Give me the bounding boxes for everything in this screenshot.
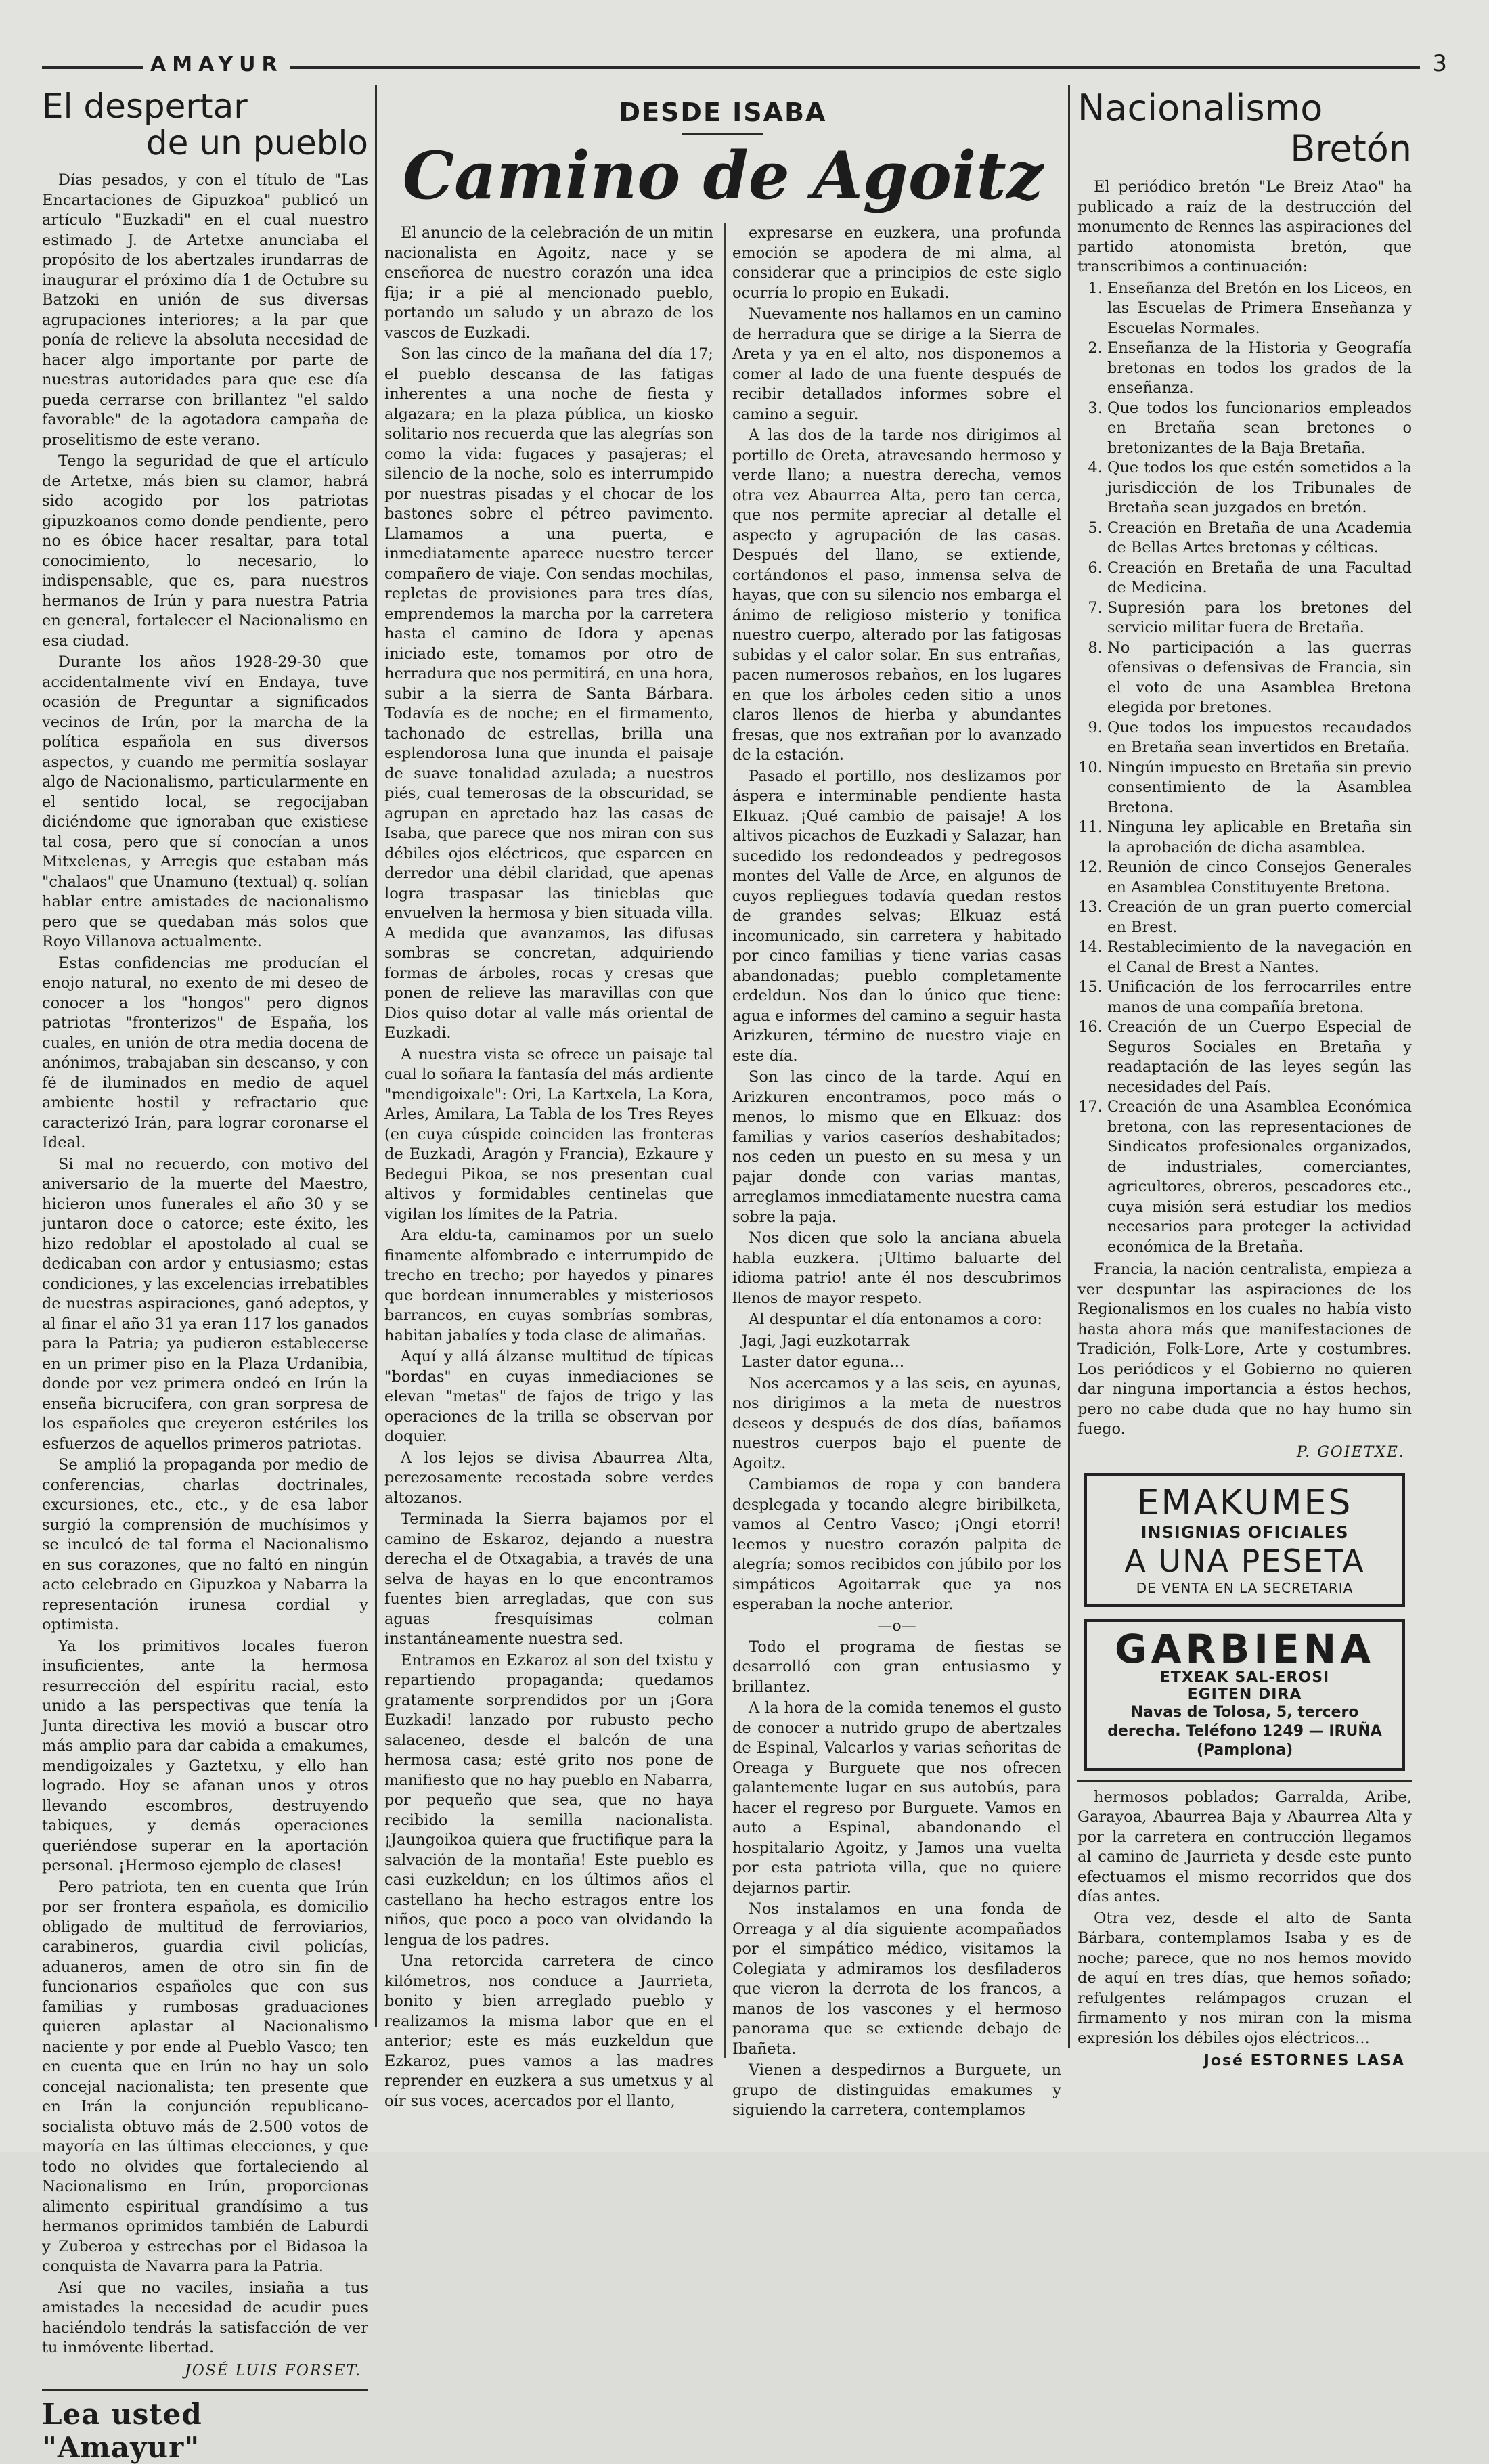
paragraph: Todo el programa de fiestas se desarrolló con gran entusiasmo y brillantez. — [732, 1637, 1061, 1696]
paragraph: Nuevamente nos hallamos en un camino de herradura que se dirige a la Sierra de Areta y ya en el alto, nos disponemos a comer al lado de una fuente después de recibir detallados informes sobre el camino a seguir. — [732, 305, 1061, 423]
masthead-paper-name: AMAYUR — [143, 53, 290, 76]
column-rule-left — [375, 85, 377, 2027]
list-item: 12. Reunión de cinco Consejos Generales en Asamblea Constituyente Bretona. — [1107, 858, 1412, 898]
ad-garbiena-title: GARBIENA — [1115, 1625, 1375, 1672]
verse-line: Laster dator eguna... — [742, 1353, 905, 1371]
paragraph: Ara eldu-ta, caminamos por un suelo finamente alfombrado e interrumpido de trecho en trecho; por hayedos y pinares que bordean innumerables y misteriosos barrancos, en cuyas sombrías sombras, habitan jabalíes y toda clase de alimañas. — [384, 1227, 713, 1344]
verse-line: Jagi, Jagi euzkotarrak — [742, 1332, 910, 1350]
paragraph: Otra vez, desde el alto de Santa Bárbara, contemplamos Isaba y es de noche; parece, que no nos hemos movido de aquí en tres días, que hemos soñado; refulgentes relámpagos cruzan el firmamento y nos miran con la misma expresión los débiles ojos eléctricos... — [1077, 1909, 1412, 2047]
list-item: 9. Que todos los impuestos recaudados en Bretaña sean invertidos en Bretaña. — [1107, 718, 1412, 758]
paragraph: Así que no vaciles, insiaña a tus amistades la necesidad de acudir pues haciéndolo tendrás la satisfacción de ver tu inmóvente libertad. — [42, 2279, 368, 2356]
paragraph: Si mal no recuerdo, con motivo del aniversario de la muerte del Maestro, hicieron unos funerales el año 30 y se juntaron doce o catorce; este éxito, les hizo redoblar el apostolado al cual se dedicaban con ardor y entusiasmo; estas condiciones, y las excelencias irrebatibles de nuestras aspiraciones, ganó adeptos, y al finar el año 31 ya eran 117 los ganados para la Patria; ya pudieron establecerse en un primer piso en la Plaza Urdanibia, donde por vez primera ondeó en Irún la enseña bicrucifera, con gran sorpresa de los españoles que creyeron estériles los esfuerzos de aquellos primeros patriotas. — [42, 1155, 368, 1453]
right-article-signature: P. GOIETXE. — [1296, 1443, 1405, 1461]
paragraph: Nos instalamos en una fonda de Orreaga y al día siguiente acompañados por el simpático médico, visitamos la Colegiata y admiramos los desfiladeros que vieron la derrota de los francos, a manos de los vascones y el hermoso panorama que se extiende debajo de Ibañeta. — [732, 1900, 1061, 2058]
paragraph: Nos dicen que solo la anciana abuela habla euzkera. ¡Ultimo baluarte del idioma patrio! ante él nos descubrimos llenos de mayor respeto. — [732, 1229, 1061, 1307]
list-item: 16. Creación de un Cuerpo Especial de Seguros Sociales en Bretaña y readaptación de las leyes según las necesidades del País. — [1107, 1017, 1412, 1097]
paragraph: Pero patriota, ten en cuenta que Irún por ser frontera española, es domicilio obligado de multitud de ferroviarios, carabineros, guardia civil policías, aduaneros, amen de otro sin fin de funcionarios españoles que con sus familias y rumbosas graduaciones quieren aplastar al Nacionalismo naciente y por ende al Pueblo Vasco; ten en cuenta que en Irún no hay un solo concejal nacionalista; ten presente que en Irán la conjunción republicano-socialista obtuvo más de 2.500 votos de mayoría en las últimas elecciones, y que todo no olvides que fortaleciendo al Nacionalismo en Irún, proporcionas alimento espiritual grandísimo a tus hermanos oprimidos también de Laburdi y Zuberoa y estrechas por el Bidasoa la conquista de Navarra para la Patria. — [42, 1878, 368, 2275]
ad-garbiena — [1084, 1619, 1405, 1771]
list-item: 10. Ningún impuesto en Bretaña sin previo consentimiento de la Asamblea Bretona. — [1107, 758, 1412, 818]
left-article — [42, 87, 368, 2464]
paragraph: Estas confidencias me producían el enojo natural, no exento de mi deseo de conocer a los "hongos" pero dignos patriotas "fronterizos" de España, los cuales, en unión de otra media docena de anónimos, trabajaban sin descanso, y con fé de iluminados en medio de aquel ambiente hostil y refractario que caracterizó Irán, para lograr coronarse el Ideal. — [42, 954, 368, 1151]
right-title-line1: Nacionalismo — [1077, 87, 1323, 129]
ad-emakumes-line3: DE VENTA EN LA SECRETARIA — [1136, 1579, 1354, 1596]
paragraph: Aquí y allá álzanse multitud de típicas "bordas" en cuyas inmediaciones se elevan "metas" de fajos de trigo y las operaciones de la trilla se observan por doquier. — [384, 1348, 713, 1445]
center-article-body — [384, 223, 1061, 2122]
paragraph: Se amplió la propaganda por medio de conferencias, charlas doctrinales, excursiones, etc., etc., y de esa labor surgió la comprensión de muchísimos y se inculcó de tal forma el Nacionalismo en sus corazones, que no faltó en ningún acto celebrado en Gipuzkoa y Nabarra la representación irunesa cordial y optimista. — [42, 1456, 368, 1633]
masthead-rule-left — [42, 66, 143, 69]
paragraph: Cambiamos de ropa y con bandera desplegada y tocando alegre biribilketa, vamos al Centro Vasco; ¡Ongi etorri! leemos y nuestro corazón palpita de alegría; somos recibidos con júbilo por los simpáticos Agoitarrak que ya nos esperaban la noche anterior. — [732, 1476, 1061, 1613]
paragraph: expresarse en euzkera, una profunda emoción se apodera de mi alma, al considerar que a principios de este siglo ocurría lo propio en Eukadi. — [732, 224, 1061, 302]
list-item: 15. Unificación de los ferrocarriles entre manos de una compañía bretona. — [1107, 977, 1412, 1017]
column-rule-right — [1068, 85, 1070, 2048]
paragraph: Nos acercamos y a las seis, en ayunas, nos dirigimos a la meta de nuestros deseos y después de dos días, bañamos nuestros cuerpos bajo el puente de Agoitz. — [732, 1374, 1061, 1472]
paragraph: Son las cinco de la mañana del día 17; el pueblo descansa de las fatigas inherentes a una noche de fiesta y algazara; en la plaza pública, un kiosko solitario nos recuerda que las alegrías son como la vida: fugaces y pasajeras; el silencio de la noche, solo es interrumpido por nuestras pisadas y el chocar de los bastones sobre el pétreo pavimento. Llamamos a una puerta, e inmediatamente aparece nuestro tercer compañero de viaje. Con sendas mochilas, repletas de provisiones para tres días, emprendemos la marcha por la carretera hasta el camino de Idora y apenas iniciado este, tomamos por otro de herradura que nos permitirá, en una hora, subir a la sierra de Santa Bárbara. Todavía es de noche; en el firmamento, tachonado de estrellas, brilla una esplendorosa luna que inunda el paisaje de suave tonalidad azulada; a nuestros piés, cual temerosas de la obscuridad, se agrupan en apretado haz las casas de Isaba, que parece que nos miran con sus débiles ojos eléctricos, que esparcen en derredor una débil claridad, que apenas logra traspasar las tinieblas que envuelven la hermosa y bien situada villa. A medida que avanzamos, las difusas sombras se concretan, adquiriendo formas de árboles, rocas y cresas que ponen de relieve las maravillas con que Dios quiso dotar al valle más oriental de Euzkadi. — [384, 345, 713, 1042]
paragraph: El periódico bretón "Le Breiz Atao" ha publicado a raíz de la destrucción del monumento de Rennes las aspiraciones del partido atonomista bretón, que transcribimos a continuación: — [1077, 178, 1412, 276]
ad-emakumes-title: EMAKUMES — [1136, 1482, 1353, 1523]
paragraph: A las dos de la tarde nos dirigimos al portillo de Oreta, atravesando hermoso y verde llano; a nuestra derecha, vemos otra vez Abaurrea Alta, pero tan cerca, que nos permite apreciar al detalle el aspecto y agrupación de las casas. Después del llano, se extiende, cortándonos el paso, inmensa selva de hayas, que con su silencio nos embarga el ánimo de religioso misterio y tonifica nuestro cuerpo, alterado por las fatigosas subidas y el calor solar. En sus entrañas, pacen numerosos rebaños, en los lugares en que los árboles ceden sitio a unos claros llenos de hierba y abundantes fresas, que nos extrañan por lo avanzado de la estación. — [732, 426, 1061, 764]
ad-garbiena-address: Navas de Tolosa, 5, tercero derecha. Teléfono 1249 — IRUÑA — [1107, 1703, 1382, 1740]
aspirations-list — [1077, 279, 1412, 1258]
center-kicker: DESDE ISABA — [619, 97, 827, 127]
ad-emakumes-line2: A UNA PESETA — [1124, 1542, 1365, 1579]
paragraph: A nuestra vista se ofrece un paisaje tal cual lo soñara la fantasía del más ardiente "mendigoixale": Ori, La Kartxela, La Kora, Arles, Amilara, La Tabla de los Tres Reyes (en cuya cúspide coinciden las fronteras de Euzkadi, Aragón y Francia), Ezkaure y Bedegui Pikoa, se nos presentan cual altivos y formidables centinelas que vigilan los límites de la Patria. — [384, 1045, 713, 1223]
list-item: 17. Creación de una Asamblea Económica bretona, con las representaciones de Sindicatos profesionales organizados, de industriales, comerciantes, agricultores, obreros, pescadores etc., cuya misión será estudiar los medios necesarios para proteger la actividad económica de la Bretaña. — [1107, 1097, 1412, 1257]
left-article-title — [42, 88, 368, 161]
list-item: 4. Que todos los que estén sometidos a la jurisdicción de los Tribunales de Bretaña sean juzgados en bretón. — [1107, 458, 1412, 519]
paragraph: Tengo la seguridad de que el artículo de Artetxe, más bien su clamor, habrá sido acogido por los patriotas gipuzkoanos como donde pendiente, pero no es óbice hacer resaltar, para total conocimiento, lo necesario, lo indispensable, que es, para nuestros hermanos de Irún y para nuestra Patria en general, fortalecer el Nacionalismo en esa ciudad. — [42, 452, 368, 650]
masthead-rule — [143, 66, 1420, 69]
list-item: 11. Ninguna ley aplicable en Bretaña sin la aprobación de dicha asamblea. — [1107, 818, 1412, 858]
paragraph: Al despuntar el día entonamos a coro: — [749, 1311, 1042, 1328]
list-item: 7. Supresión para los bretones del servicio militar fuera de Bretaña. — [1107, 598, 1412, 638]
list-item: 6. Creación en Bretaña de una Facultad de Medicina. — [1107, 558, 1412, 598]
paragraph: A los lejos se divisa Abaurrea Alta, perezosamente recostada sobre verdes altozanos. — [384, 1449, 713, 1507]
right-title-line2: Bretón — [1290, 127, 1412, 170]
ad-emakumes — [1084, 1473, 1405, 1607]
paragraph: Entramos en Ezkaroz al son del txistu y repartiendo propaganda; quedamos gratamente sorprendidos por un ¡Gora Euzkadi! lanzado por rubusto pecho salaceneo, desde el balcón de una hermosa casa; esté grito nos pone de manifiesto que no hay pueblo en Nabarra, por pequeño que sea, que no haya recibido la semilla nacionalista. ¡Jaungoikoa quiera que fructifique para la salvación de la montaña! Este pueblo es casi euzkeldun; en los últimos años el castellano ha hecho estragos entre los niños, que poco a poco van olvidando la lengua de los padres. — [384, 1651, 713, 1949]
left-title-line1: El despertar — [42, 87, 248, 126]
ad-emakumes-line1: INSIGNIAS OFICIALES — [1140, 1522, 1349, 1542]
center-article-signature: José ESTORNES LASA — [1203, 2052, 1405, 2069]
list-item: 2. Enseñanza de la Historia y Geografía bretonas en todos los grados de la enseñanza. — [1107, 338, 1412, 399]
list-item: 5. Creación en Bretaña de una Academia de Bellas Artes bretonas y célticas. — [1107, 519, 1412, 558]
divider — [1077, 1780, 1412, 1782]
paragraph: Pasado el portillo, nos deslizamos por áspera e interminable pendiente hasta Elkuaz. ¡Qué cambio de paisaje! A los altivos picachos de Euzkadi y Salazar, han sucedido los redondeados y pedregosos montes del Valle de Arce, en algunos de cuyos repliegues todavía quedan restos de grandes selvas; Elkuaz está incomunicado, sin carretera y habitado por cinco familias y tiene varias casas abandonadas; pueblo completamente erdeldun. Nos dan lo único que tiene: agua e informes del camino a seguir hasta Arizkuren, término de nuestro viaje en este día. — [732, 767, 1061, 1065]
center-article-title: Camino de Agoitz — [402, 137, 1044, 214]
center-subcolumn-1 — [384, 223, 713, 2122]
paragraph: A la hora de la comida tenemos el gusto de conocer a nutrido grupo de abertzales de Espinal, Valcarlos y varias señoritas de Oreaga y Burguete que nos ofrecen galantemente lugar en sus autobús, para hacer el regreso por Burguete. Vamos en auto a Espinal, abandonando el hospitalario Agoitz, y Jamos una vuelta por esta patriota villa, que no quiere dejarnos partir. — [732, 1699, 1061, 1897]
list-item: 3. Que todos los funcionarios empleados en Bretaña sean bretones o bretonizantes de la Baja Bretaña. — [1107, 399, 1412, 459]
right-article — [1077, 87, 1412, 2069]
paragraph: Una retorcida carretera de cinco kilómetros, nos conduce a Jaurrieta, bonito y bien arreglado pueblo y realizamos la misma labor que en el anterior; este es más euzkeldun que Ezkaroz, pues vamos a las madres reprender en euzkera a sus umetxus y al oír sus voces, acercados por el llanto, — [384, 1952, 713, 2110]
masthead-page-number: 3 — [1425, 50, 1447, 77]
ad-garbiena-city: (Pamplona) — [1196, 1741, 1293, 1759]
masthead — [42, 50, 1447, 80]
left-article-signature: JOSÉ LUIS FORSET. — [184, 2362, 361, 2379]
right-article-title — [1077, 88, 1412, 169]
paragraph: Ya los primitivos locales fueron insuficientes, ante la hermosa resurrección del espíritu racial, esto unido a las perspectivas que tenía la Junta directiva les movió a buscar otro más amplio para dar cabida a emakumes, mendigoizales y Gaztetxu, y ello han logrado. Hoy se afanan unos y otros llevando escombros, destruyendo tabiques, y demás operaciones queriéndose superar en la aportación personal. ¡Hermoso ejemplo de clases! — [42, 1637, 368, 1874]
center-subcolumn-2 — [732, 223, 1061, 2122]
paragraph: Son las cinco de la tarde. Aquí en Arizkuren encontramos, poco más o menos, lo mismo que en Elkuaz: dos familias y varios caseríos deshabitados; nos ceden un puesto en su mesa y un pajar donde con varias mantas, arreglamos inmediatamente nuestra cama sobre la paja. — [732, 1068, 1061, 1226]
section-separator: —o— — [877, 1617, 916, 1635]
list-item: 8. No participación a las guerras ofensivas o defensivas de Francia, sin el voto de una Asamblea Bretona elegida por bretones. — [1107, 638, 1412, 718]
paragraph: Terminada la Sierra bajamos por el camino de Eskaroz, dejando a nuestra derecha el de Otxagabia, a través de una selva de hayas en lo que encontramos fuentes bien arregladas, que con sus aguas fresquísimas colman instantáneamente nuestra sed. — [384, 1510, 713, 1648]
ad-garbiena-line1: ETXEAK SAL-EROSI — [1159, 1669, 1330, 1686]
paragraph: hermosos poblados; Garralda, Aribe, Garayoa, Abaurrea Baja y Abaurrea Alta y por la carretera en contrucción llegamos al camino de Jaurrieta y desde este punto efectuamos el mismo recorridos que dos días antes. — [1077, 1788, 1412, 1906]
promo-lea-usted: Lea usted "Amayur" — [42, 2389, 368, 2464]
paragraph: Vienen a despedirnos a Burguete, un grupo de distinguidas emakumes y siguiendo la carretera, contemplamos — [732, 2061, 1061, 2119]
list-item: 13. Creación de un gran puerto comercial en Brest. — [1107, 898, 1412, 938]
kicker-rule — [682, 133, 763, 135]
ad-garbiena-line2: EGITEN DIRA — [1187, 1686, 1302, 1703]
list-item: 14. Restablecimiento de la navegación en el Canal de Brest a Nantes. — [1107, 938, 1412, 977]
paragraph: Durante los años 1928-29-30 que accidentalmente viví en Endaya, tuve ocasión de Preguntar a significados vecinos de Irún, por la marcha de la política española en sus diversos aspectos, y cuando me permitía soslayar algo de Nacionalismo, particularmente en el sentido local, se regocijaban diciéndome que ignoraban que existiese tal cosa, pero que sí conocían a unos Mitxelenas, y Arregis que estaban más "chalaos" que Unamuno (textual) q. solían hablar entre amistades de nacionalismo pero que se quedaban más solos que Royo Villanova actualmente. — [42, 653, 368, 950]
list-item: 1. Enseñanza del Bretón en los Liceos, en las Escuelas de Primera Enseñanza y Escuelas Normales. — [1107, 279, 1412, 339]
paragraph: Francia, la nación centralista, empieza a ver despuntar las aspiraciones de los Regionalismos en los cuales no había visto hasta ahora más que manifestaciones de Tradición, Folk-Lore, Arte y costumbres. Los periódicos y el Gobierno no quieren dar ninguna importancia a éstos hechos, pero no cabe duda que no hay humo sin fuego. — [1077, 1260, 1412, 1438]
center-article — [384, 88, 1061, 2119]
paragraph: El anuncio de la celebración de un mitin nacionalista en Agoitz, nace y se enseñorea de nuestro corazón una idea fija; ir a pié al mencionado pueblo, portando un saludo y un abrazo de los vascos de Euzkadi. — [384, 224, 713, 342]
left-title-line2: de un pueblo — [146, 123, 368, 162]
paragraph: Días pesados, y con el título de "Las Encartaciones de Gipuzkoa" publicó un artículo "Euzkadi" en el cual nuestro estimado J. de Artetxe anunciaba el propósito de los abertzales irundarras de inaugurar el próximo día 1 de Octubre su Batzoki en unión de sus diversas agrupaciones interiores; a la par que ponía de relieve la absoluta necesidad de hacer algo importante por parte de nuestras autoridades para que ese día pueda cerrarse con brillantez "el saldo favorable" de la agotadora campaña de proselitismo de este verano. — [42, 171, 368, 449]
